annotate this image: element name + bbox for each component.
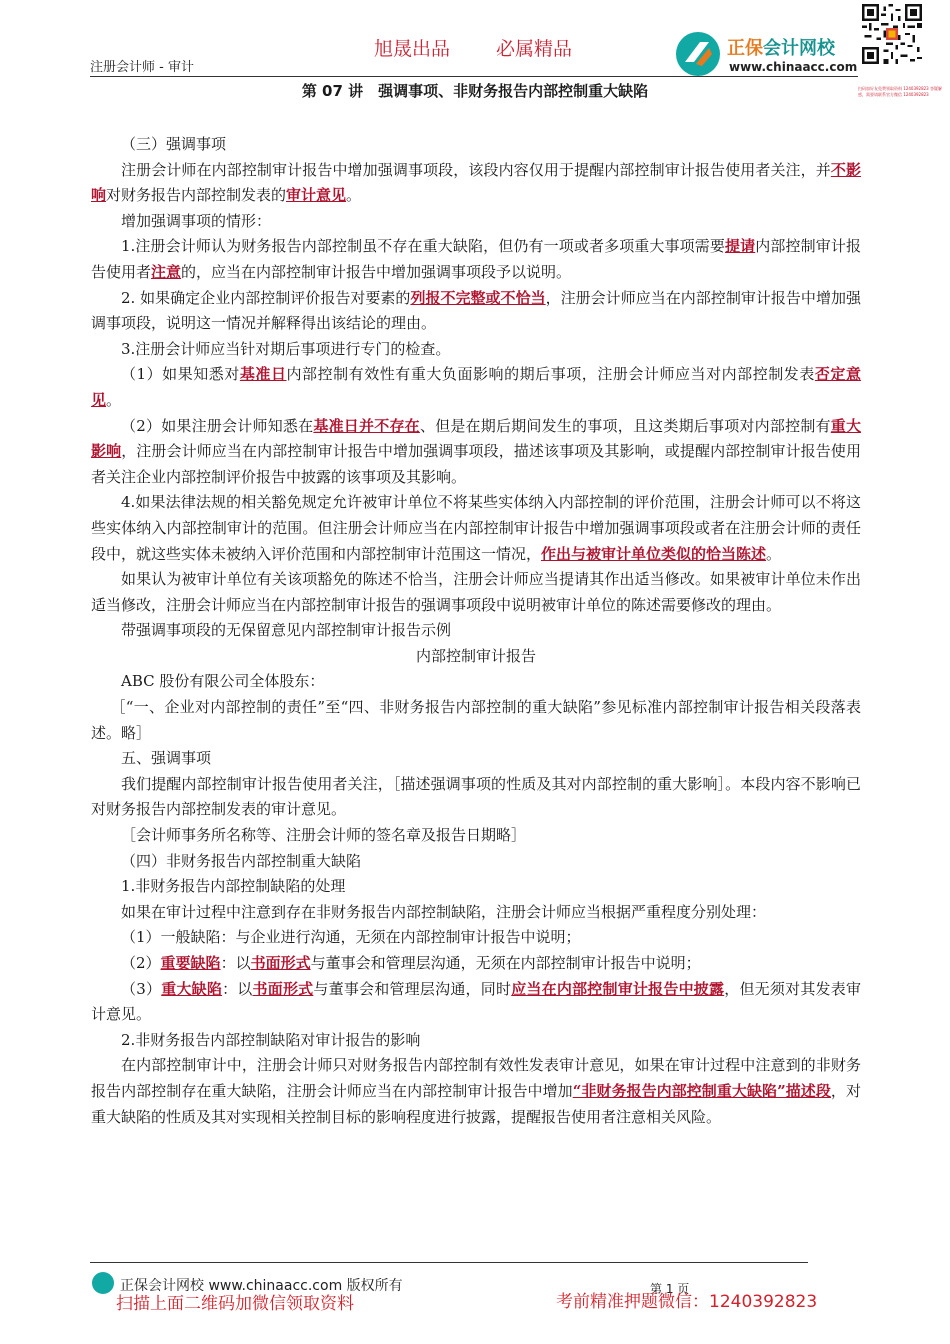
body-paragraph: [91, 772, 861, 823]
paragraph-text: ABC 股份有限公司全体股东：: [121, 672, 325, 691]
paragraph-text: ，注册会计师应当在内部控制审计报告中增加强调事项段，描述该事项及其影响，或提醒内部控制审计报告使用者关注企业内部控制评价报告中披露的该事项及其影响。: [91, 442, 861, 486]
paragraph-text: （1）如果知悉对: [121, 365, 240, 384]
body-paragraph: [91, 158, 861, 209]
chinaacc-logo[interactable]: [676, 30, 861, 76]
key-term: 重大影响: [91, 416, 861, 461]
qr-caption: 扫码加好友免费领取资料 1240392823 答疑解惑，需要请联系官方微信 1240392823: [858, 86, 942, 97]
paragraph-text: ，注册会计师应当在内部控制审计报告中增加强调事项段，说明这一情况并解释得出该结论的理由。: [91, 288, 861, 333]
paragraph-text: ，但无须对其发表审计意见。: [91, 979, 861, 1024]
paragraph-text: 与董事会和管理层沟通，无须在内部控制审计报告中说明；: [310, 954, 701, 972]
paragraph-text: ［“一、企业对内部控制的责任”至“四、非财务报告内部控制的重大缺陷”参见标准内部控制审计报告相关段落表述。略］: [91, 698, 861, 742]
paragraph-text: （三）强调事项: [121, 135, 227, 153]
paragraph-text: 对财务报告内部控制发表的: [106, 186, 287, 205]
paragraph-text: 我们提醒内部控制审计报告使用者关注，［描述强调事项的性质及其对内部控制的重大影响］。本段内容不影响已对财务报告内部控制发表的审计意见。: [91, 774, 861, 819]
footer-logo-icon: [92, 1272, 114, 1294]
key-term: 否定意见: [91, 365, 861, 409]
paragraph-text: 。: [766, 544, 782, 563]
body-paragraph: [91, 849, 861, 875]
key-term: 重要缺陷: [160, 954, 221, 972]
paragraph-text: 带强调事项段的无保留意见内部控制审计报告示例: [121, 621, 452, 640]
brand-slogan-left: 旭晟出品: [374, 38, 451, 60]
paragraph-text: 如果在审计过程中注意到存在非财务报告内部控制缺陷，注册会计师应当根据严重程度分别处理：: [121, 902, 767, 921]
wechat-qr-code-icon[interactable]: [862, 4, 922, 64]
body-paragraph: [91, 567, 861, 618]
paragraph-text: ：以: [220, 954, 251, 972]
paragraph-text: 在内部控制审计中，注册会计师只对财务报告内部控制有效性发表审计意见，如果在审计过程中注意到的非财务报告内部控制存在重大缺陷，注册会计师应当在内部控制审计报告中增加: [91, 1056, 861, 1100]
lecture-title: 第 07 讲 强调事项、非财务报告内部控制重大缺陷: [301, 82, 649, 100]
body-paragraph: [91, 1028, 861, 1054]
body-paragraph: [91, 490, 861, 567]
key-term: 基准日: [239, 365, 287, 384]
paragraph-text: （2）如果注册会计师知悉在: [121, 416, 314, 435]
paragraph-text: 1.非财务报告内部控制缺陷的处理: [121, 877, 346, 896]
paragraph-text: 。: [346, 186, 362, 205]
body-paragraph: [91, 414, 861, 491]
paragraph-text: 的，应当在内部控制审计报告中增加强调事项段予以说明。: [181, 262, 572, 281]
footer-divider: [90, 1262, 808, 1263]
paragraph-text: 内部控制审计报告使用者: [91, 237, 861, 281]
paragraph-text: （1）一般缺陷：与企业进行沟通，无须在内部控制审计报告中说明；: [121, 928, 581, 947]
body-paragraph: [91, 746, 861, 772]
logo-emblem-icon: [676, 32, 720, 76]
body-paragraph: [91, 925, 861, 951]
key-term: 作出与被审计单位类似的恰当陈述: [541, 544, 767, 563]
paragraph-text: 与董事会和管理层沟通，同时: [313, 979, 512, 998]
body-paragraph: [91, 874, 861, 900]
key-term: 不影响: [91, 160, 861, 205]
key-term: 书面形式: [252, 979, 314, 998]
body-paragraph: [91, 209, 861, 235]
key-term: 重大缺陷: [161, 979, 223, 998]
paragraph-text: 3.注册会计师应当针对期后事项进行专门的检查。: [121, 339, 451, 358]
paragraph-text: 、但是在期后期间发生的事项，且这类期后事项对内部控制有: [419, 416, 831, 435]
footer-copyright: 正保会计网校 www.chinaacc.com 版权所有: [120, 1278, 403, 1294]
body-paragraph: [91, 695, 861, 746]
key-term: 审计意见: [286, 186, 347, 205]
key-term: 列报不完整或不恰当: [410, 288, 546, 307]
body-paragraph: [91, 951, 861, 977]
key-term: 应当在内部控制审计报告中披露: [511, 979, 725, 998]
paragraph-text: ：以: [222, 979, 253, 998]
body-paragraph: [91, 644, 861, 670]
paragraph-text: 注册会计师在内部控制审计报告中增加强调事项段，该段内容仅用于提醒内部控制审计报告使用者关注，并: [121, 160, 831, 179]
paragraph-text: 。: [106, 390, 122, 409]
paragraph-text: （2）: [121, 954, 161, 972]
paragraph-text: 内部控制有效性有重大负面影响的期后事项，注册会计师应当对内部控制发表: [286, 365, 815, 384]
key-term: 提请: [725, 237, 756, 256]
paragraph-text: ［会计师事务所名称等、注册会计师的签名章及报告日期略］: [121, 826, 527, 845]
logo-url: www.chinaacc.com: [729, 60, 858, 74]
page-number: 第 1 页: [650, 1282, 690, 1296]
body-paragraph: [91, 900, 861, 926]
body-paragraph: [91, 669, 861, 695]
body-paragraph: [91, 132, 861, 158]
body-paragraph: [91, 337, 861, 363]
paragraph-text: 2. 如果确定企业内部控制评价报告对要素的: [121, 288, 411, 307]
body-paragraph: [91, 977, 861, 1028]
paragraph-text: 2.非财务报告内部控制缺陷对审计报告的影响: [121, 1030, 421, 1049]
paragraph-text: ，对重大缺陷的性质及其对实现相关控制目标的影响程度进行披露，提醒报告使用者注意相关风险。: [91, 1081, 861, 1126]
paragraph-text: （3）: [121, 979, 162, 998]
brand-slogan-right: 必属精品: [496, 38, 573, 60]
paragraph-text: （四）非财务报告内部控制重大缺陷: [121, 851, 362, 870]
paragraph-text: 内部控制审计报告: [415, 646, 536, 665]
body-paragraph: [91, 234, 861, 285]
document-body: [91, 132, 861, 1130]
body-paragraph: [91, 362, 861, 413]
key-term: 注意: [151, 262, 182, 281]
key-term: 书面形式: [250, 954, 311, 972]
page-header: [0, 0, 950, 100]
body-paragraph: [91, 618, 861, 644]
paragraph-text: 五、强调事项: [121, 749, 212, 768]
paragraph-text: 4.如果法律法规的相关豁免规定允许被审计单位不将某些实体纳入内部控制的评价范围，注册会计师可以不将这些实体纳入内部控制审计的范围。但注册会计师应当在内部控制审计报告中增加强调事项段或者在注册会计师的责任段中，就这些实体未被纳入评价范围和内部控制审计范围这一情况，: [91, 493, 861, 563]
promo-text-left: 扫描上面二维码加微信领取资料: [116, 1294, 354, 1314]
body-paragraph: [91, 823, 861, 849]
paragraph-text: 如果认为被审计单位有关该项豁免的陈述不恰当，注册会计师应当提请其作出适当修改。如果被审计单位未作出适当修改，注册会计师应当在内部控制审计报告的强调事项段中说明被审计单位的陈述需要修改的理由。: [91, 570, 861, 614]
document-subject: 注册会计师 - 审计: [90, 60, 194, 75]
promo-text-right: 考前精准押题微信：1240392823: [556, 1292, 818, 1312]
header-divider: [90, 76, 858, 77]
logo-name: 正保会计网校: [727, 38, 835, 59]
body-paragraph: [91, 286, 861, 337]
key-term: 基准日并不存在: [313, 416, 420, 435]
key-term: “非财务报告内部控制重大缺陷”描述段: [572, 1081, 831, 1100]
paragraph-text: 1.注册会计师认为财务报告内部控制虽不存在重大缺陷，但仍有一项或者多项重大事项需要: [121, 237, 726, 256]
body-paragraph: [91, 1053, 861, 1130]
paragraph-text: 增加强调事项的情形：: [121, 211, 272, 230]
